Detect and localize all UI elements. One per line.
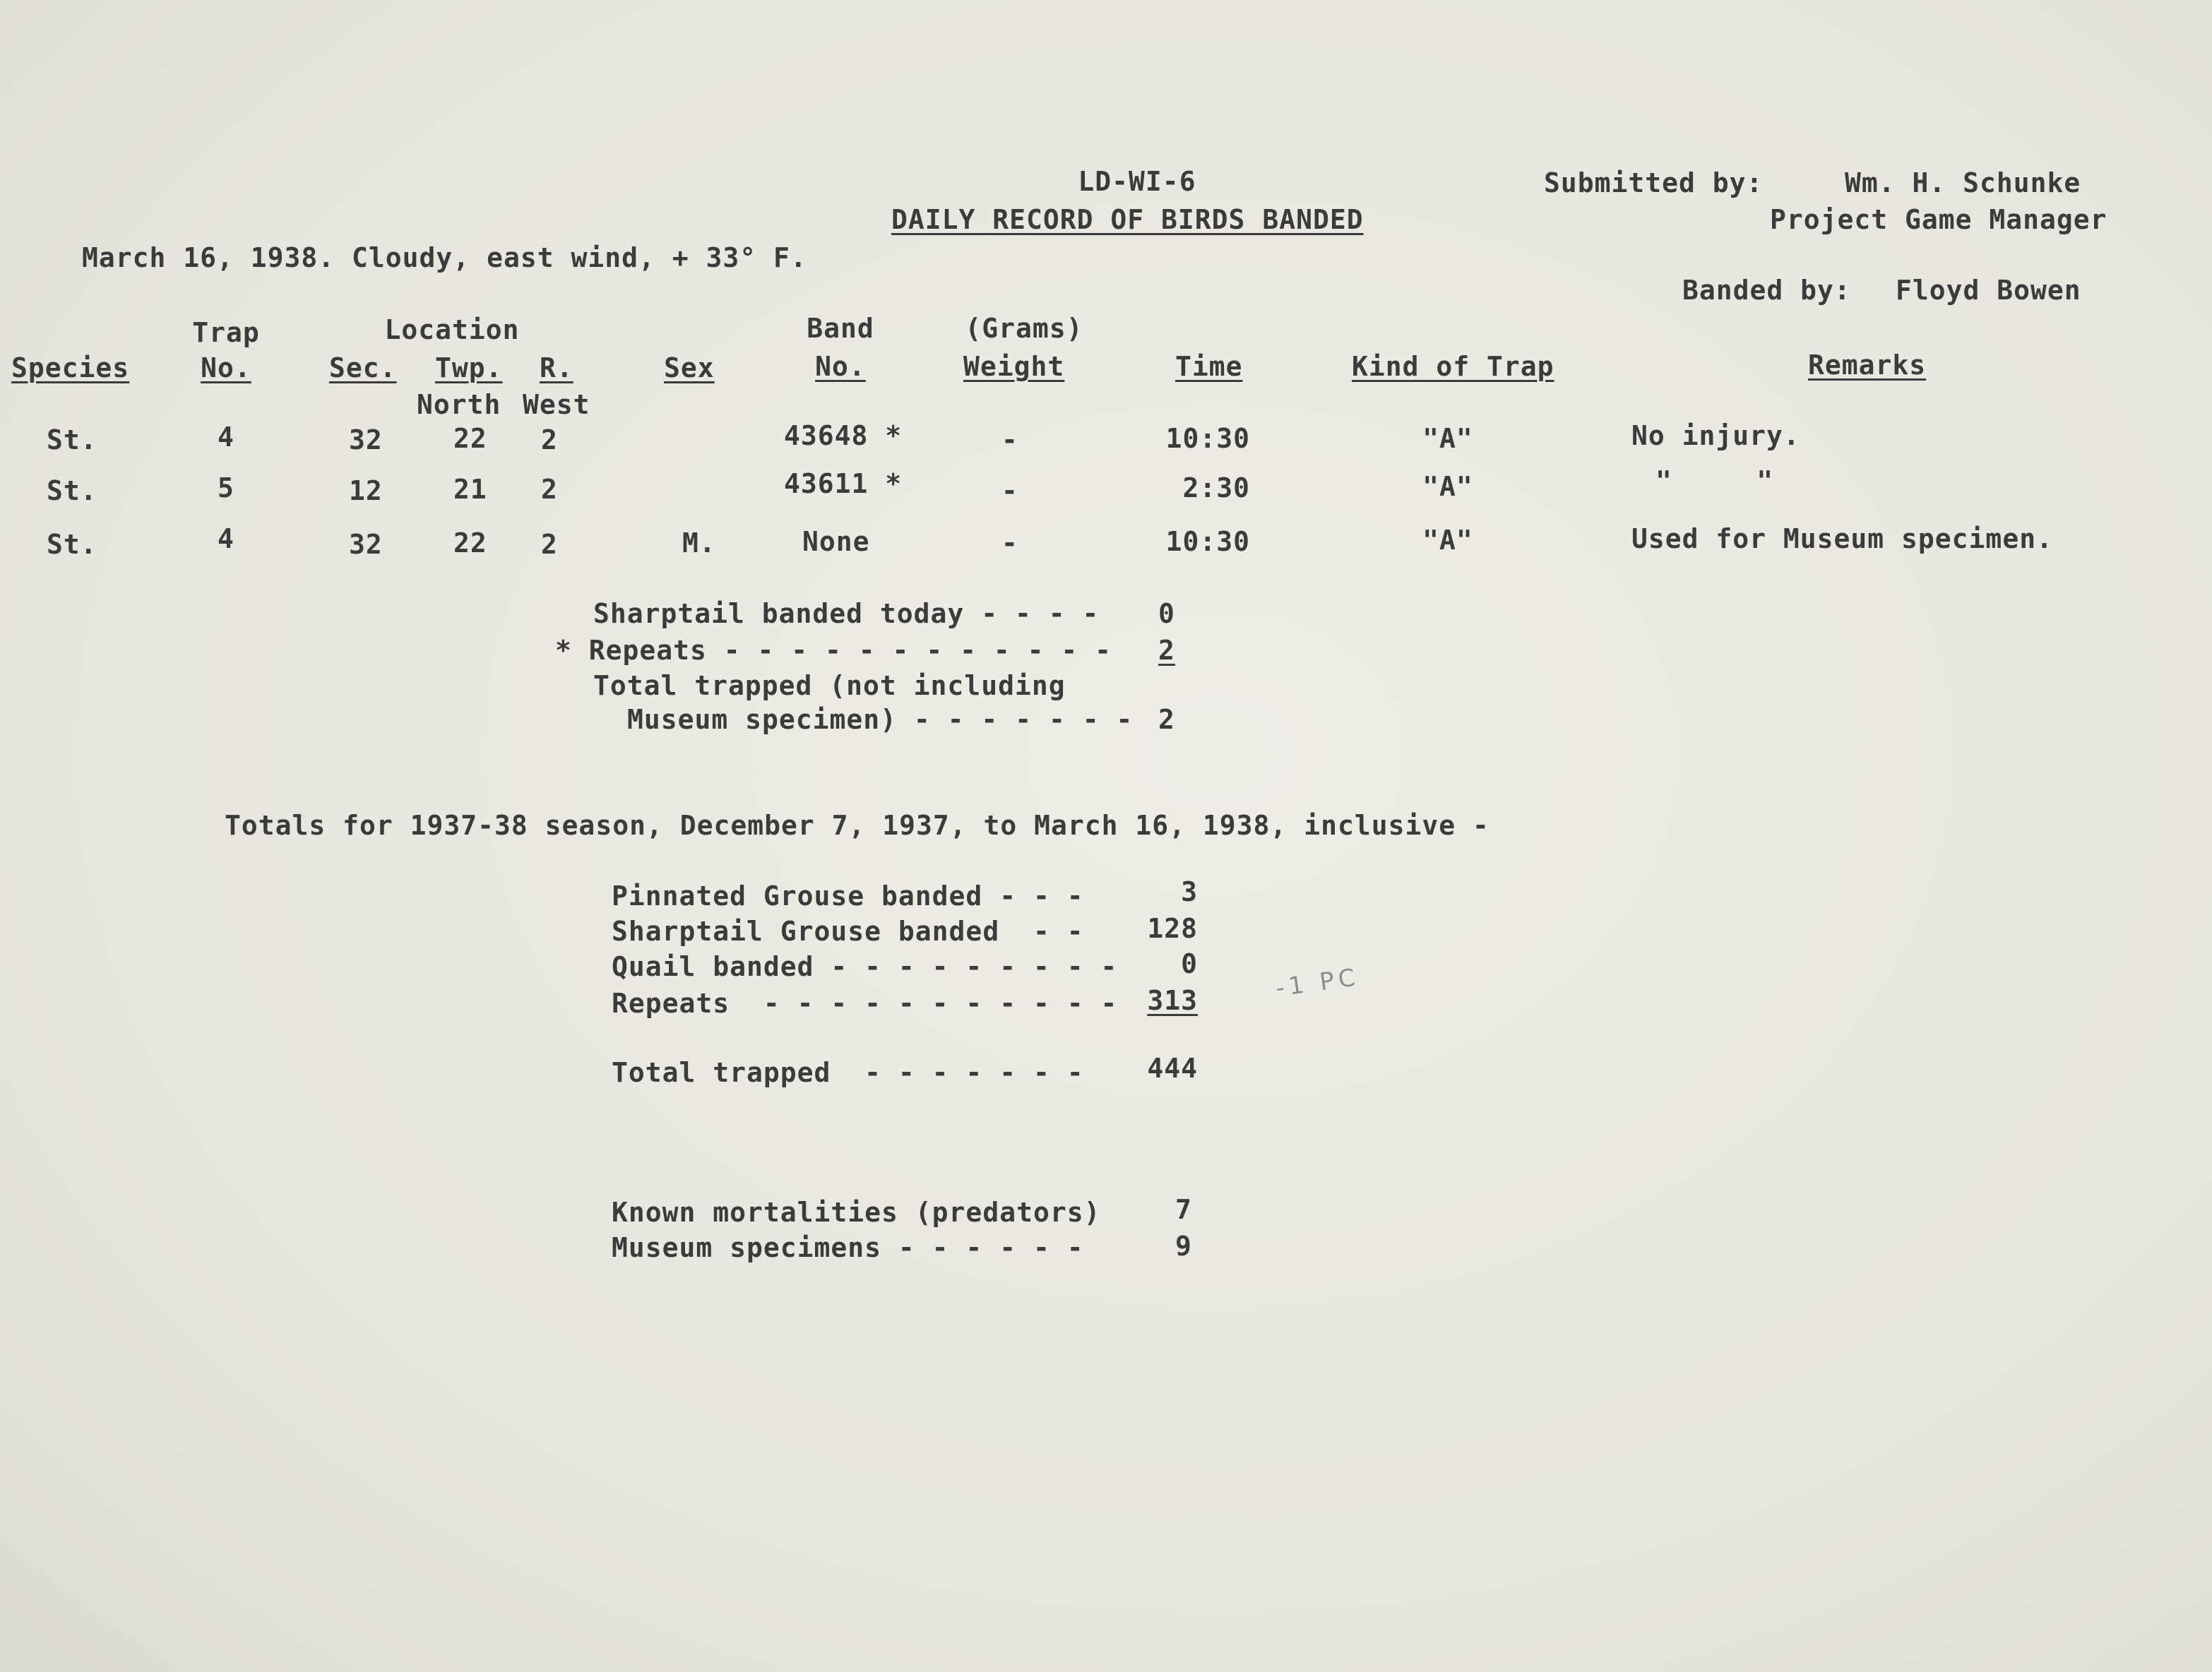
total-value: 444: [1147, 1053, 1198, 1084]
cell-band: 43611 *: [784, 468, 903, 499]
banded-by-name: Floyd Bowen: [1896, 275, 2081, 306]
cell-time: 10:30: [1165, 423, 1250, 454]
cell-r: 2: [541, 529, 558, 560]
submitted-by-role: Project Game Manager: [1770, 204, 2107, 235]
col-time: Time: [1175, 351, 1243, 382]
summary-value: 2: [1158, 704, 1175, 735]
cell-kind: "A": [1422, 525, 1473, 556]
cell-remarks: No injury.: [1631, 420, 1800, 451]
col-weight-bottom: Weight: [963, 351, 1065, 382]
cell-r: 2: [541, 424, 558, 455]
summary-label: Museum specimen) - - - - - - -: [627, 704, 1134, 735]
cell-kind: "A": [1422, 471, 1473, 502]
col-weight-top: (Grams): [965, 313, 1083, 344]
mortality-label: Museum specimens - - - - - -: [612, 1232, 1084, 1263]
total-label: Repeats - - - - - - - - - - -: [612, 988, 1118, 1019]
col-location: Location: [384, 314, 520, 345]
cell-sec: 12: [349, 475, 383, 506]
cell-r: 2: [541, 474, 558, 505]
cell-twp: 22: [453, 423, 487, 454]
cell-time: 10:30: [1165, 526, 1250, 557]
mortality-value: 9: [1175, 1231, 1192, 1262]
cell-weight: -: [1001, 424, 1018, 455]
cell-remarks: " ": [1655, 465, 1774, 496]
col-sex: Sex: [664, 352, 715, 383]
submitted-by-label: Submitted by:: [1544, 167, 1764, 198]
total-label: Sharptail Grouse banded - -: [612, 916, 1084, 947]
col-west: West: [523, 389, 590, 420]
summary-label: * Repeats - - - - - - - - - - - -: [555, 635, 1112, 666]
season-heading: Totals for 1937-38 season, December 7, 1937, to March 16, 1938, inclusive -: [225, 810, 1489, 841]
col-species: Species: [11, 352, 130, 383]
summary-label: Total trapped (not including: [593, 670, 1066, 701]
col-trap-top: Trap: [192, 317, 260, 348]
summary-label: Sharptail banded today - - - -: [593, 598, 1100, 629]
col-twp: Twp.: [435, 352, 503, 383]
total-label: Total trapped - - - - - - -: [612, 1057, 1084, 1088]
cell-species: St.: [47, 475, 97, 506]
total-label: Quail banded - - - - - - - - -: [612, 951, 1118, 982]
form-code: LD-WI-6: [1078, 166, 1196, 197]
cell-twp: 21: [453, 474, 487, 505]
pencil-note: -1 PC: [1273, 962, 1362, 1003]
submitted-by-name: Wm. H. Schunke: [1845, 167, 2081, 198]
cell-weight: -: [1001, 475, 1018, 506]
total-value: 0: [1181, 948, 1198, 979]
cell-band: 43648 *: [784, 420, 903, 451]
col-kind-of-trap: Kind of Trap: [1352, 351, 1554, 382]
col-sec: Sec.: [329, 352, 397, 383]
date-weather: March 16, 1938. Cloudy, east wind, + 33° F.: [82, 242, 807, 273]
col-band-bottom: No.: [815, 351, 866, 382]
col-north: North: [417, 389, 501, 420]
mortality-label: Known mortalities (predators): [612, 1197, 1101, 1228]
col-band-top: Band: [807, 313, 874, 344]
total-value: 128: [1147, 913, 1198, 944]
banded-by-label: Banded by:: [1682, 275, 1851, 306]
cell-time: 2:30: [1182, 472, 1250, 503]
total-value: 3: [1181, 876, 1198, 907]
cell-sex: M.: [682, 527, 716, 559]
col-r: R.: [540, 352, 573, 383]
cell-trap: 4: [218, 422, 234, 453]
cell-remarks: Used for Museum specimen.: [1631, 523, 2053, 554]
summary-value: 2: [1158, 635, 1175, 666]
cell-species: St.: [47, 424, 97, 455]
cell-kind: "A": [1422, 423, 1473, 454]
col-remarks: Remarks: [1808, 350, 1927, 381]
col-trap-bottom: No.: [201, 352, 251, 383]
cell-weight: -: [1001, 527, 1018, 559]
cell-sec: 32: [349, 424, 383, 455]
cell-twp: 22: [453, 527, 487, 559]
document-title: DAILY RECORD OF BIRDS BANDED: [891, 204, 1364, 235]
cell-band: None: [802, 526, 870, 557]
total-value: 313: [1147, 985, 1198, 1016]
mortality-value: 7: [1175, 1194, 1192, 1225]
total-label: Pinnated Grouse banded - - -: [612, 880, 1084, 912]
summary-value: 0: [1158, 598, 1175, 629]
cell-trap: 5: [218, 472, 234, 503]
cell-sec: 32: [349, 529, 383, 560]
cell-species: St.: [47, 529, 97, 560]
cell-trap: 4: [218, 523, 234, 554]
